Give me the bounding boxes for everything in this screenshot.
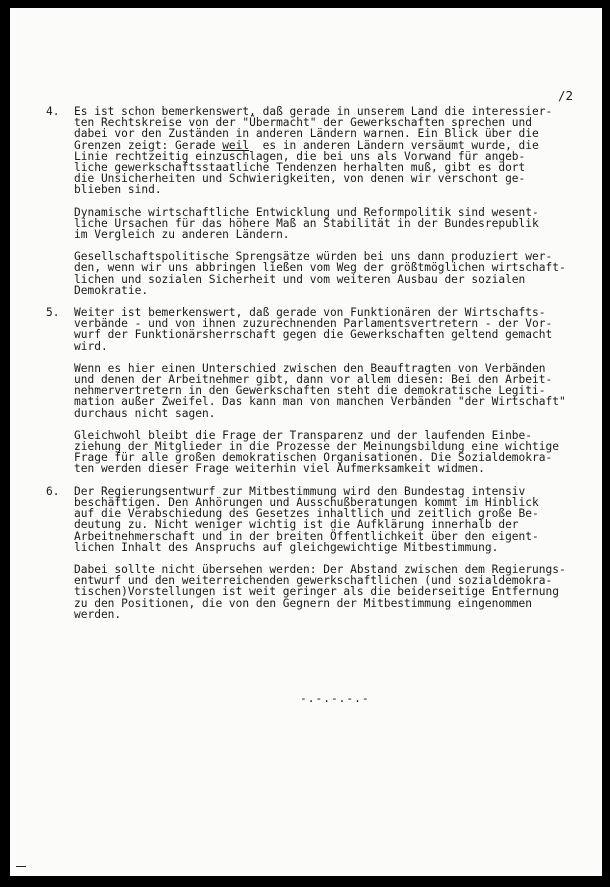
text-line: durchaus nicht sagen.: [74, 406, 216, 420]
text-line: Demokratie.: [74, 283, 149, 297]
scan-mark: [16, 866, 26, 867]
text-line: ten Rechtskreise von der "Übermacht" der Gewerkschaften sprechen und: [74, 116, 533, 130]
text-line: entwurf und den weiterreichenden gewerkschaftlichen (und sozialdemokra-: [74, 574, 553, 588]
text-line: Weiter ist bemerkenswert, daß gerade von Funktionären der Wirtschafts-: [74, 306, 546, 320]
text-line: Es ist schon bemerkenswert, daß gerade in unserem Land die interessier-: [74, 105, 553, 118]
paragraph: [74, 307, 594, 352]
text-line: Dynamische wirtschaftliche Entwicklung und Reformpolitik sind wesent-: [74, 205, 539, 219]
text-line: deutung zu. Nicht weniger wichtig ist die Aufklärung innerhalb der: [74, 518, 519, 532]
text-line: lichen und sozialen Sicherheit und vom weiteren Ausbau der sozialen: [74, 272, 526, 286]
text-line: Gesellschaftspolitische Sprengsätze würden bei uns dann produziert wer-: [74, 250, 553, 264]
text-line: nehmervertretern in den Gewerkschaften steht die demokratische Legiti-: [74, 384, 546, 398]
text-line: zu den Positionen, die von den Gegnern der Mitbestimmung eingenommen: [74, 596, 533, 610]
closing-mark: -.-.-.-.-: [300, 692, 370, 705]
text-line: wird.: [74, 339, 108, 353]
text-line: auf die Verabschiedung des Gesetzes inhaltlich und zeitlich große Be-: [74, 507, 539, 521]
document-body: [46, 105, 594, 631]
paragraph: [74, 486, 594, 553]
text-line: blieben sind.: [74, 183, 162, 197]
paragraph: [74, 430, 594, 475]
paragraph: [74, 564, 594, 620]
paragraph: [74, 106, 594, 196]
paragraph: [74, 251, 594, 296]
numbered-item: [46, 306, 594, 476]
text-line: liche gewerkschaftsstaatliche Tendenzen herhalten muß, gibt es dort: [74, 161, 526, 175]
numbered-item: [46, 484, 594, 621]
text-line: den, wenn wir uns abbringen ließen vom Weg der größtmöglichen wirtschaft-: [74, 261, 566, 275]
text-line: lichen Inhalt des Anspruchs auf gleichgewichtige Mitbestimmung.: [74, 540, 499, 554]
text-line: Der Regierungsentwurf zur Mitbestimmung wird den Bundestag intensiv: [74, 484, 526, 498]
document-page: [10, 8, 602, 876]
text-line: ziehung der Mitglieder in die Prozesse der Meinungsbildung eine wichtige: [74, 440, 559, 454]
text-line: die Unsicherheiten und Schwierigkeiten, von denen wir verschont ge-: [74, 172, 526, 186]
text-line: Linie rechtzeitig einzuschlagen, die bei uns als Vorwand für angeb-: [74, 149, 526, 163]
text-line: Wenn es hier einen Unterschied zwischen den Beauftragten von Verbänden: [74, 361, 546, 375]
text-line: verbände - und von ihnen zuzurechnenden Parlamentsvertretern - der Vor-: [74, 317, 553, 331]
text-line: Arbeitnehmerschaft und in der breiten Öffentlichkeit über den eigent-: [74, 529, 539, 543]
paragraph: [74, 363, 594, 419]
text-line: Frage für alle großen demokratischen Organisationen. Die Sozialdemokra-: [74, 451, 553, 465]
text-line: ten werden dieser Frage weiterhin viel Aufmerksamkeit widmen.: [74, 462, 485, 476]
text-line: tischen)Vorstellungen ist weit geringer als die beiderseitige Entfernung: [74, 585, 559, 599]
text-line: und denen der Arbeitnehmer gibt, dann vor allem diesen: Bei den Arbeit-: [74, 373, 553, 387]
item-number: 5.: [46, 306, 60, 320]
page-number: /2: [558, 88, 574, 103]
item-number: 6.: [46, 484, 60, 498]
text-line: dabei vor den Zuständen in anderen Ländern warnen. Ein Blick über die: [74, 127, 539, 141]
text-line: Grenzen zeigt: Gerade weil es in anderen Ländern versäumt wurde, die: [74, 138, 539, 152]
item-number: 4.: [46, 105, 60, 118]
text-line: beschäftigen. Den Anhörungen und Ausschußberatungen kommt im Hinblick: [74, 495, 539, 509]
paragraph: [74, 207, 594, 241]
text-line: werden.: [74, 607, 122, 621]
text-line: im Vergleich zu anderen Ländern.: [74, 228, 290, 242]
emphasized-word: weil: [222, 138, 250, 152]
text-line: Gleichwohl bleibt die Frage der Transparenz und der laufenden Einbe-: [74, 428, 533, 442]
text-line: liche Ursachen für das höhere Maß an Stabilität in der Bundesrepublik: [74, 216, 539, 230]
text-line: mation außer Zweifel. Das kann man von manchen Verbänden "der Wirtschaft": [74, 395, 566, 409]
text-line: Dabei sollte nicht übersehen werden: Der Abstand zwischen dem Regierungs-: [74, 562, 566, 576]
numbered-item: [46, 105, 594, 297]
text-line: wurf der Funktionärsherrschaft gegen die Gewerkschaften geltend gemacht: [74, 328, 553, 342]
